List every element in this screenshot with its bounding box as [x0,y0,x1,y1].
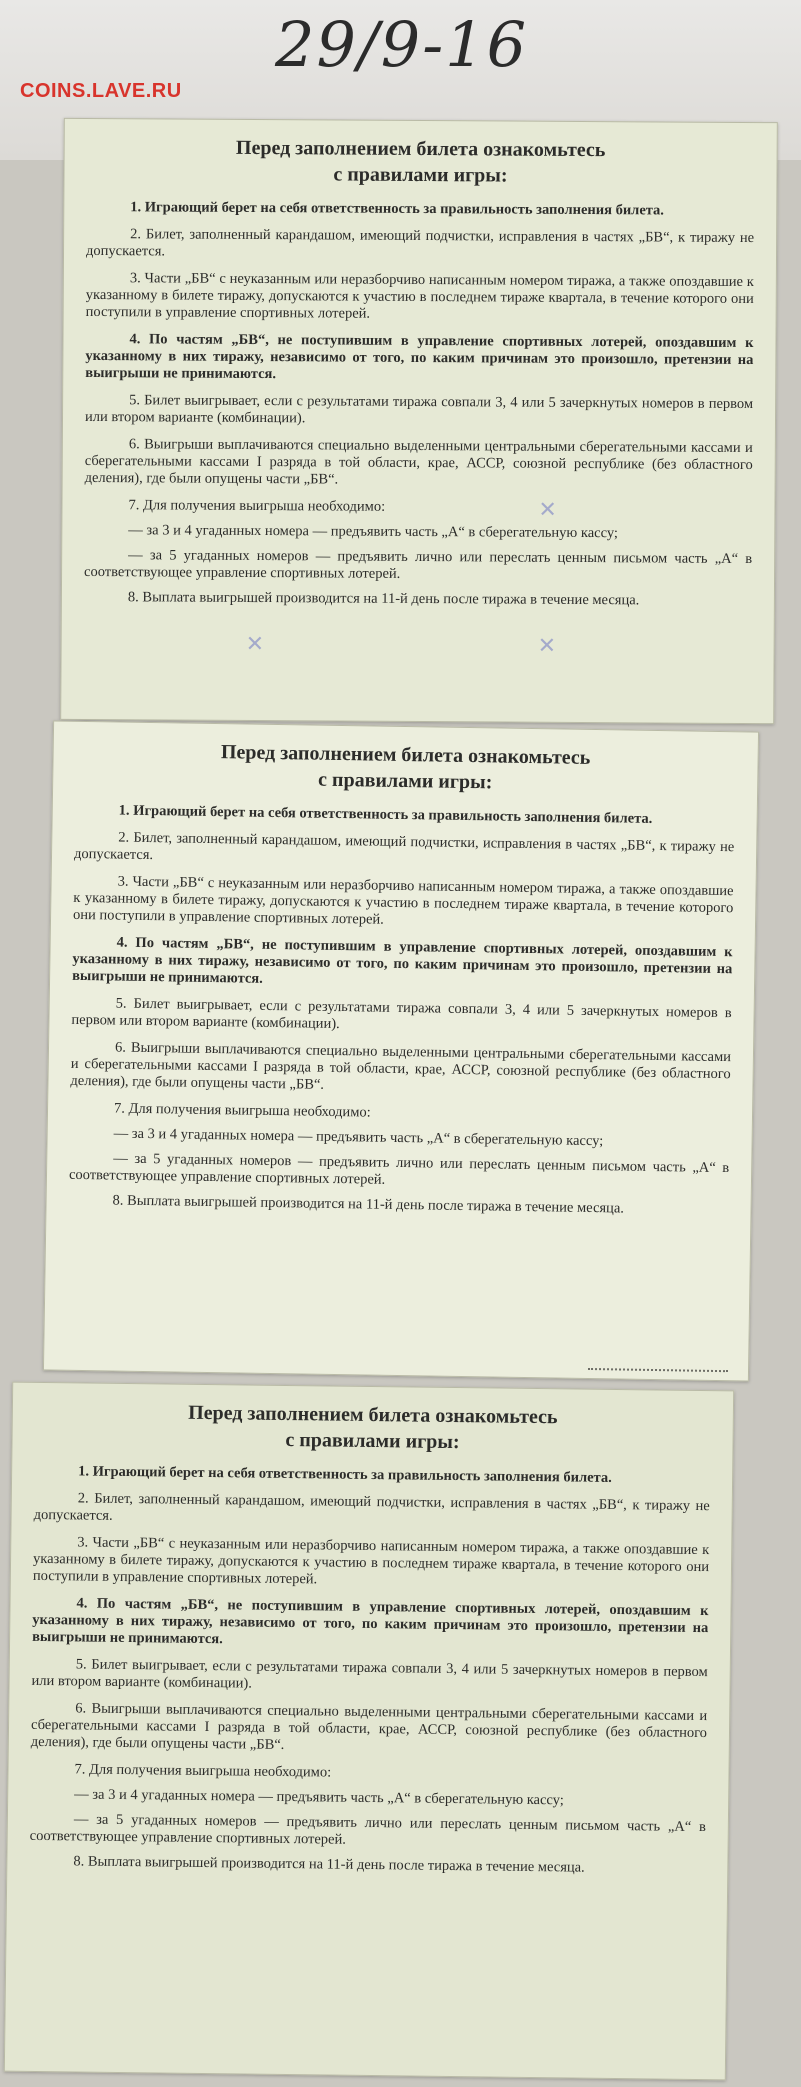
sheet-subtitle: с правилами игры: [333,163,508,187]
rule-8: 8. Выплата выигрышей производится на 11-й день после тиража в течение месяца. [127,589,640,609]
rule-1: 1. Играющий берет на себя ответственность за правильность заполнения билета. [78,1463,612,1486]
tear-line [588,1368,728,1372]
rule-5: 5. Билет выигрывает, если с результатами тиража совпали 3, 4 или 5 зачеркнутых номеров в первом или втором варианте (комбинации). [31,1656,708,1692]
rule-2: 2. Билет, заполненный карандашом, имеющий подчистки, исправления в частях „БВ“, к тиражу не допускается. [73,829,735,864]
rule-7: 7. Для получения выигрыша необходимо: [128,497,386,515]
rule-7a: — за 3 и 4 угаданных номера — предъявить часть „А“ в сберегательную кассу; [128,522,618,542]
pen-mark-cross: ✕ [245,631,265,658]
rule-5: 5. Билет выигрывает, если с результатами тиража совпали 3, 4 или 5 зачеркнутых номеров в первом или втором варианте (комбинации). [71,995,732,1033]
rule-6: 6. Выигрыши выплачиваются специально выделенными центральными сберегательными кассами и сберегательными кассами I разряда в той области, крае, АССР, союзной республике (без областного деления), где были опущены части „БВ“. [84,436,753,488]
sheet-title: Перед заполнением билета ознакомьтесь [235,136,606,162]
rules-sheet-3 [4,1382,734,2081]
pen-mark-cross: ✕ [537,633,557,659]
rule-8: 8. Выплата выигрышей производится на 11-й день после тиража в течение месяца. [73,1853,585,1876]
rule-7: 7. Для получения выигрыша необходимо: [74,1761,332,1781]
rule-2: 2. Билет, заполненный карандашом, имеющий подчистки, исправления в частях „БВ“, к тиражу не допускается. [85,226,755,260]
rules-sheet-1 [60,118,778,724]
rule-6: 6. Выигрыши выплачиваются специально выделенными центральными сберегательными кассами и сберегательными кассами I разряда в той области, крае, АССР, союзной республике (без областного деления), где были опущены части „БВ“. [70,1039,732,1093]
rule-4: 4. По частям „БВ“, не поступившим в управление спортивных лотерей, опоздавшим к указанному в них тиражу, независимо от того, по каким причинам это произошло, претензии на выигрыши не принимаются. [85,331,754,383]
sheet-title: Перед заполнением билета ознакомьтесь [188,1401,558,1429]
handwritten-date: 29/9-16 [275,8,529,81]
rule-7a: — за 3 и 4 угаданных номера — предъявить часть „А“ в сберегательную кассу; [74,1786,564,1809]
rules-sheet-2 [43,720,759,1381]
rule-1: 1. Играющий берет на себя ответственность за правильность заполнения билета. [130,199,665,219]
sheet-subtitle: с правилами игры: [317,768,493,794]
rule-7b: — за 5 угаданных номеров — предъявить лично или переслать ценным письмом часть „А“ в соответствующее управление спортивных лотерей. [68,1150,730,1188]
rule-4: 4. По частям „БВ“, не поступившим в управление спортивных лотерей, опоздавшим к указанному в них тиражу, независимо от того, по каким причинам это произошло, претензии на выигрыши не принимаются. [72,934,733,987]
rule-2: 2. Билет, заполненный карандашом, имеющий подчистки, исправления в частях „БВ“, к тиражу не допускается. [33,1490,710,1524]
pen-mark-cross: ✕ [538,497,557,523]
rule-1: 1. Играющий берет на себя ответственность за правильность заполнения билета. [118,802,653,827]
rule-7b: — за 5 угаданных номеров — предъявить лично или переслать ценным письмом часть „А“ в соответствующее управление спортивных лотерей. [29,1811,706,1848]
sheet-subtitle: с правилами игры: [285,1428,460,1454]
rule-3: 3. Части „БВ“ с неуказанным или неразборчиво написанным номером тиража, а также опоздавшие к указанному в билете тиражу, допускаются к участию в последнем тираже квартала, в течение которого они поступили в управление спортивных лотерей. [85,270,754,322]
rule-8: 8. Выплата выигрышей производится на 11-й день после тиража в течение месяца. [112,1192,625,1217]
rule-4: 4. По частям „БВ“, не поступившим в управление спортивных лотерей, опоздавшим к указанному в них тиражу, независимо от того, по каким причинам это произошло, претензии на выигрыши не принимаются. [32,1595,709,1648]
sheet-title: Перед заполнением билета ознакомьтесь [220,741,591,769]
rule-5: 5. Билет выигрывает, если с результатами тиража совпали 3, 4 или 5 зачеркнутых номеров в первом или втором варианте (комбинации). [84,392,754,427]
rule-7a: — за 3 и 4 угаданных номера — предъявить часть „А“ в сберегательную кассу; [113,1125,604,1150]
rule-7: 7. Для получения выигрыша необходимо: [113,1100,371,1121]
rule-7b: — за 5 угаданных номеров — предъявить лично или переслать ценным письмом часть „А“ в соответствующее управление спортивных лотерей. [84,547,753,582]
rule-3: 3. Части „БВ“ с неуказанным или неразборчиво написанным номером тиража, а также опоздавшие к указанному в билете тиражу, допускаются к участию в последнем тираже квартала, в течение которого они поступили в управление спортивных лотерей. [72,873,734,928]
site-watermark: COINS.LAVE.RU [20,80,182,102]
rule-6: 6. Выигрыши выплачиваются специально выделенными центральными сберегательными кассами и сберегательными кассами I разряда в той области, крае, АССР, союзной республике (без областного деления), где были опущены части „БВ“. [30,1700,708,1753]
rule-3: 3. Части „БВ“ с неуказанным или неразборчиво написанным номером тиража, а также опоздавшие к указанному в билете тиражу, допускаются к участию в последнем тираже квартала, в течение которого они поступили в управление спортивных лотерей. [32,1534,710,1588]
